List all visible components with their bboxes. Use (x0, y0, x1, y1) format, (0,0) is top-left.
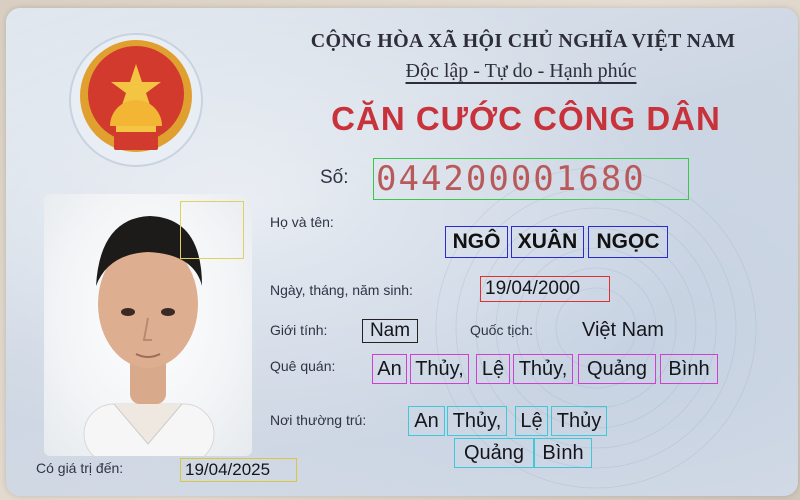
dob-label: Ngày, tháng, năm sinh: (270, 282, 413, 298)
expiry-label: Có giá trị đến: (36, 460, 124, 476)
origin-word: Lệ (476, 354, 510, 384)
annotation-box (180, 201, 244, 259)
origin-word: Thủy, (513, 354, 573, 384)
name-part-given: NGỌC (588, 226, 668, 258)
expiry-value: 19/04/2025 (180, 458, 297, 482)
residence-word: An (408, 406, 445, 436)
full-name-label: Họ và tên: (270, 214, 334, 230)
origin-word: Thủy, (410, 354, 469, 384)
name-part-middle: XUÂN (511, 226, 584, 258)
residence-word: Quảng (454, 438, 534, 468)
sex-value: Nam (362, 319, 418, 343)
residence-word: Thủy (551, 406, 607, 436)
residence-word: Thủy, (447, 406, 507, 436)
national-motto: Độc lập - Tự do - Hạnh phúc (405, 60, 637, 82)
nationality-value: Việt Nam (582, 319, 664, 341)
card-title: CĂN CƯỚC CÔNG DÂN (331, 100, 721, 137)
origin-word: Quảng (578, 354, 656, 384)
name-part-family: NGÔ (445, 226, 508, 258)
country-name: CỘNG HÒA XÃ HỘI CHỦ NGHĨA VIỆT NAM (310, 30, 736, 52)
nationality-label: Quốc tịch: (470, 322, 534, 338)
sex-label: Giới tính: (270, 322, 328, 338)
id-number-label: Số: (320, 167, 349, 188)
origin-label: Quê quán: (270, 358, 336, 374)
national-emblem-icon (66, 30, 206, 170)
origin-word: An (372, 354, 407, 384)
id-number-value: 044200001680 (373, 158, 689, 200)
id-card (6, 8, 798, 496)
dob-value: 19/04/2000 (480, 276, 610, 302)
residence-word: Lệ (515, 406, 548, 436)
residence-label: Nơi thường trú: (270, 412, 367, 428)
origin-word: Bình (660, 354, 718, 384)
residence-word: Bình (534, 438, 592, 468)
